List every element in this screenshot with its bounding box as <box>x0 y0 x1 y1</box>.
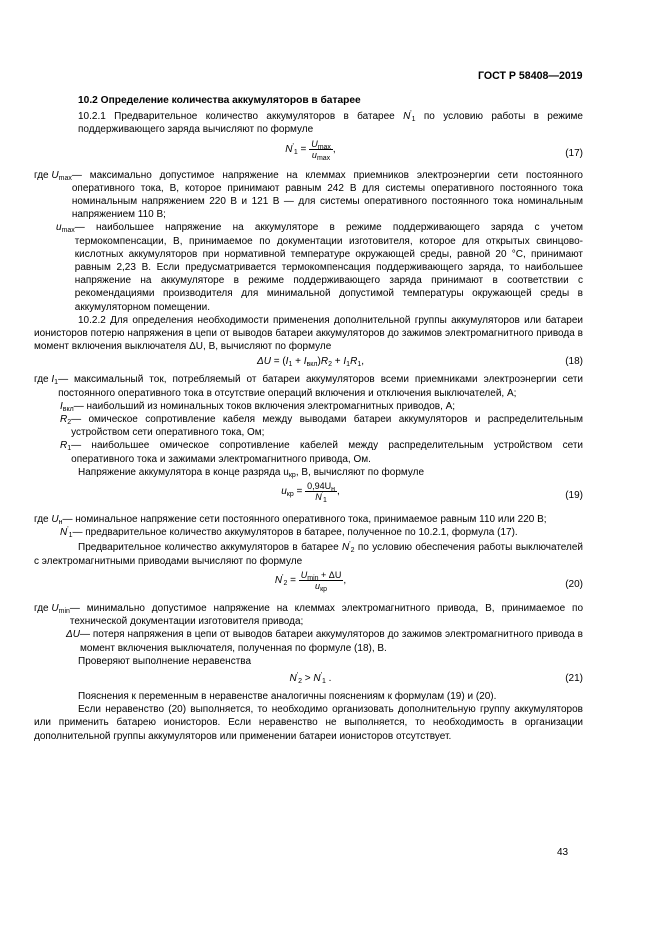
standard-header: ГОСТ Р 58408—2019 <box>478 70 583 82</box>
paragraph-ukr: Напряжение аккумулятора в конце разряда $u_{кр}$, В, вычисляют по формуле <box>78 466 425 479</box>
definitions-19 <box>34 513 583 540</box>
paragraph-final: Если неравенство (20) выполняется, то необходимо организовать дополнительную группу аккумуляторов или применить батарею ионисторов. Если неравенство не выполняется, то необходимость в организации дополнительной группы аккумуляторов или применении батареи ионисторов отсутствует. <box>34 704 583 742</box>
def-U-max: где $U_{max}$ — максимально допустимое напряжение на клеммах приемников электроэнергии сети постоянного оперативного тока, В, которое принимают равным 242 В для системы оперативного постоянного тока номинальным напряжением 220 В и 121 В — для системы оперативного постоянного тока номинальным напряжением 110 В; <box>34 169 583 221</box>
formula-18: $\Delta U = (I_1 + I_{вкл})R_2 + I_1R_1$, (18) <box>257 356 583 369</box>
formula-20: $N'_2$ = $\frac{U_{min} + \Delta U}{u_{кр}}$ , (20) <box>274 569 583 593</box>
def-R2: $R_2$ — омическое сопротивление кабеля между выводами батареи аккумуляторов и распределительным устройством сети оперативного тока, Ом; <box>60 414 583 439</box>
paragraph-n2: Предварительное количество аккумуляторов в батарее $N'_2$ по условию обеспечения работы выключателей с электромагнитными приводами вычисляют по формуле <box>34 541 584 567</box>
definitions-18 <box>34 373 583 465</box>
paragraph-check: Проверяют выполнение неравенства <box>78 655 252 667</box>
def-N1: $N'_1$ — предварительное количество аккумуляторов в батарее, полученное по 10.2.1, формула (17). <box>60 526 518 540</box>
formula-21: $N'_2 > N'_1$ . (21) <box>289 671 583 685</box>
formula-17: $N'_1$ = $\frac{U_{max}}{u_{max}}$ , (17) <box>285 138 583 162</box>
section-title: 10.2 Определение количества аккумуляторов в батарее <box>78 95 361 106</box>
def-I1: где $I_1$ — максимальный ток, потребляемый от батареи аккумуляторов всеми приемниками электроэнергии сети постоянного оперативного тока в отсутствие операций включения и отключения выключателей, А; <box>34 374 583 399</box>
content <box>34 94 584 743</box>
def-Un: где $U_н$ — номинальное напряжение сети постоянного оперативного тока, принимаемое равным 110 или 220 В; <box>34 514 547 527</box>
definitions-20 <box>34 602 583 655</box>
formula-number: (17) <box>565 147 583 159</box>
paragraph-10-2-1: 10.2.1 Предварительное количество аккумуляторов в батарее $N'_1$ по условию работы в режиме поддерживающего заряда вычисляют по формуле <box>78 110 583 136</box>
paragraph-10-2-2: 10.2.2 Для определения необходимости применения дополнительной группы аккумуляторов или батареи ионисторов потерю напряжения в цепи от выводов батареи аккумуляторов до зажимов электромагнитного привода в момент включения выключателя ΔU, В, вычисляют по формуле <box>34 314 583 353</box>
def-R1: $R_1$ — наибольшее омическое сопротивление кабелей между распределительным устройством сети оперативного тока и зажимами электромагнитного привода, Ом. <box>60 440 583 465</box>
def-dU: ΔU — потеря напряжения в цепи от выводов батареи аккумуляторов до зажимов электромагнитного привода в момент включения выключателя, полученная по формуле (18), В. <box>66 629 583 654</box>
def-Ivkl: $I_{вкл}$ — наибольший из номинальных токов включения электромагнитных приводов, А; <box>60 400 456 413</box>
def-Umin: где $U_{min}$ — минимально допустимое напряжение на клеммах электромагнитного привода, В, принимаемое по технической документации изготовителя привода; <box>34 602 583 628</box>
def-u-max: $u_{max}$ — наибольшее напряжение на аккумуляторе в режиме поддерживающего заряда с учетом термокомпенсации, В, принимаемое по документации изготовителя, которое для открытых свинцово-кислотных аккумуляторов при нормативной температуре окружающей среды, равной 20 °С, принимают равным 2,23 В. Если предусматривается термокомпенсация поддерживающего заряда, то наибольшее напряжение на аккумуляторе в режиме поддерживающего заряда принимают в соответствии с рекомендациями производителя для минимальной допустимой температуры окружающей среды в аккумуляторном помещении. <box>56 222 583 313</box>
paragraph-explanation: Пояснения к переменным в неравенстве аналогичны пояснениям к формулам (19) и (20). <box>78 690 497 702</box>
definitions-17 <box>34 169 583 314</box>
page-number: 43 <box>557 847 569 858</box>
formula-19: $u_{кр}$ = $\frac{0,94U_н}{N'_1}$ , (19) <box>281 481 583 505</box>
